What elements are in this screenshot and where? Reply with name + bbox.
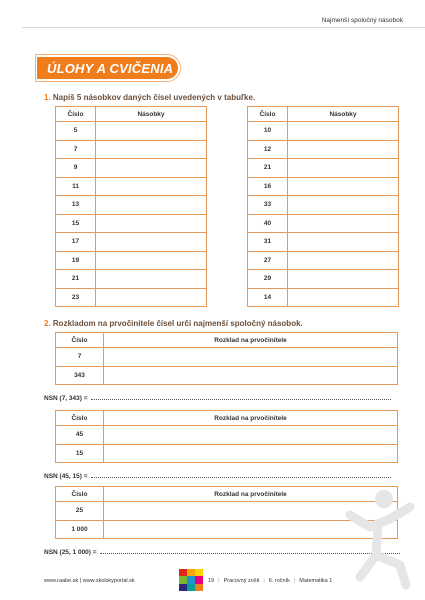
- table-row: [248, 140, 399, 159]
- table-row: [56, 270, 207, 289]
- header-divider: [22, 27, 425, 28]
- number-cell: 343: [56, 366, 104, 385]
- footer-subject: Matematika 1: [299, 578, 333, 584]
- answer-cell[interactable]: [288, 159, 399, 178]
- table-row: [56, 196, 207, 215]
- nsn-label: NSN (25, 1 000) =: [44, 549, 97, 556]
- answer-line[interactable]: [91, 472, 391, 478]
- number-cell: 10: [248, 122, 288, 141]
- number-cell: 9: [56, 159, 96, 178]
- answer-cell[interactable]: [288, 270, 399, 289]
- footer-websites: www.raabe.sk | www.skolskyportal.sk: [44, 578, 135, 584]
- number-cell: 40: [248, 214, 288, 233]
- table-row: [248, 122, 399, 141]
- task-1-heading: [44, 93, 255, 102]
- table-row: [56, 122, 207, 141]
- column-header-number: Číslo: [56, 411, 104, 426]
- table-row: [56, 177, 207, 196]
- multiples-table-left: [55, 106, 207, 307]
- answer-cell[interactable]: [104, 426, 398, 445]
- number-cell: 23: [56, 288, 96, 307]
- column-header-multiples: Násobky: [288, 107, 399, 122]
- answer-cell[interactable]: [96, 288, 207, 307]
- answer-cell[interactable]: [288, 140, 399, 159]
- table-row: [248, 214, 399, 233]
- number-cell: 21: [248, 159, 288, 178]
- task-1-text: Napíš 5 násobkov daných čísel uvedených v tabuľke.: [52, 93, 256, 102]
- number-cell: 14: [248, 288, 288, 307]
- table-row: [248, 177, 399, 196]
- number-cell: 19: [56, 251, 96, 270]
- number-cell: 11: [56, 177, 96, 196]
- number-cell: 29: [248, 270, 288, 289]
- number-cell: 27: [248, 251, 288, 270]
- number-cell: 7: [56, 140, 96, 159]
- publisher-logo-icon: [179, 569, 203, 591]
- answer-cell[interactable]: [288, 233, 399, 252]
- answer-cell[interactable]: [96, 214, 207, 233]
- table-row: [248, 270, 399, 289]
- table-row: [248, 196, 399, 215]
- number-cell: 33: [248, 196, 288, 215]
- column-header-decomposition: Rozklad na prvočinitele: [104, 487, 398, 502]
- nsn-label: NSN (45, 15) =: [44, 473, 88, 480]
- page-number: 19: [208, 578, 215, 584]
- table-row: [248, 251, 399, 270]
- column-header-number: Číslo: [56, 107, 96, 122]
- number-cell: 15: [56, 444, 104, 463]
- task-2-number: 2.: [44, 319, 51, 328]
- table-row: [56, 251, 207, 270]
- answer-cell[interactable]: [96, 233, 207, 252]
- answer-cell[interactable]: [96, 196, 207, 215]
- table-row: [248, 233, 399, 252]
- multiples-table-right: [247, 106, 399, 307]
- answer-cell[interactable]: [104, 348, 398, 367]
- answer-cell[interactable]: [104, 366, 398, 385]
- column-header-number: Číslo: [248, 107, 288, 122]
- answer-cell[interactable]: [96, 251, 207, 270]
- answer-cell[interactable]: [96, 140, 207, 159]
- number-cell: 17: [56, 233, 96, 252]
- column-header-decomposition: Rozklad na prvočinitele: [104, 333, 398, 348]
- answer-cell[interactable]: [288, 214, 399, 233]
- table-row: [248, 288, 399, 307]
- number-cell: 45: [56, 426, 104, 445]
- number-cell: 13: [56, 196, 96, 215]
- answer-line[interactable]: [91, 394, 391, 400]
- table-row: [56, 140, 207, 159]
- footer-info: 19 | Pracovný zošit | 6. ročník | Matematika 1: [208, 578, 333, 584]
- number-cell: 12: [248, 140, 288, 159]
- footer-grade: 6. ročník: [268, 578, 290, 584]
- section-banner: [37, 57, 178, 79]
- answer-cell[interactable]: [96, 122, 207, 141]
- answer-cell[interactable]: [288, 177, 399, 196]
- table-row: [56, 214, 207, 233]
- number-cell: 21: [56, 270, 96, 289]
- decomposition-table-1: [55, 332, 398, 385]
- task-2-heading: [44, 319, 303, 328]
- task-1-number: 1.: [44, 93, 51, 102]
- table-row: [56, 159, 207, 178]
- footer-workbook: Pracovný zošit: [223, 578, 260, 584]
- running-header: Najmenší spoločný násobok: [321, 17, 403, 24]
- number-cell: 1 000: [56, 520, 104, 539]
- decomposition-table-2: [55, 410, 398, 463]
- number-cell: 15: [56, 214, 96, 233]
- nsn-label: NSN (7, 343) =: [44, 395, 88, 402]
- column-header-number: Číslo: [56, 487, 104, 502]
- answer-cell[interactable]: [96, 159, 207, 178]
- table-row: [56, 288, 207, 307]
- nsn-line-2: [44, 472, 391, 480]
- number-cell: 5: [56, 122, 96, 141]
- table-row: [248, 159, 399, 178]
- answer-cell[interactable]: [96, 270, 207, 289]
- answer-cell[interactable]: [288, 251, 399, 270]
- column-header-multiples: Násobky: [96, 107, 207, 122]
- answer-cell[interactable]: [288, 122, 399, 141]
- nsn-line-1: [44, 394, 391, 402]
- number-cell: 16: [248, 177, 288, 196]
- answer-cell[interactable]: [96, 177, 207, 196]
- section-title: ÚLOHY A CVIČENIA: [47, 61, 174, 76]
- number-cell: 7: [56, 348, 104, 367]
- column-header-number: Číslo: [56, 333, 104, 348]
- number-cell: 25: [56, 502, 104, 521]
- table-row: [56, 233, 207, 252]
- answer-cell[interactable]: [288, 288, 399, 307]
- decorative-figure-icon: [340, 485, 418, 590]
- number-cell: 31: [248, 233, 288, 252]
- task-2-text: Rozkladom na prvočinitele čísel urči najmenší spoločný násobok.: [52, 319, 303, 328]
- column-header-decomposition: Rozklad na prvočinitele: [104, 411, 398, 426]
- answer-cell[interactable]: [104, 444, 398, 463]
- answer-cell[interactable]: [288, 196, 399, 215]
